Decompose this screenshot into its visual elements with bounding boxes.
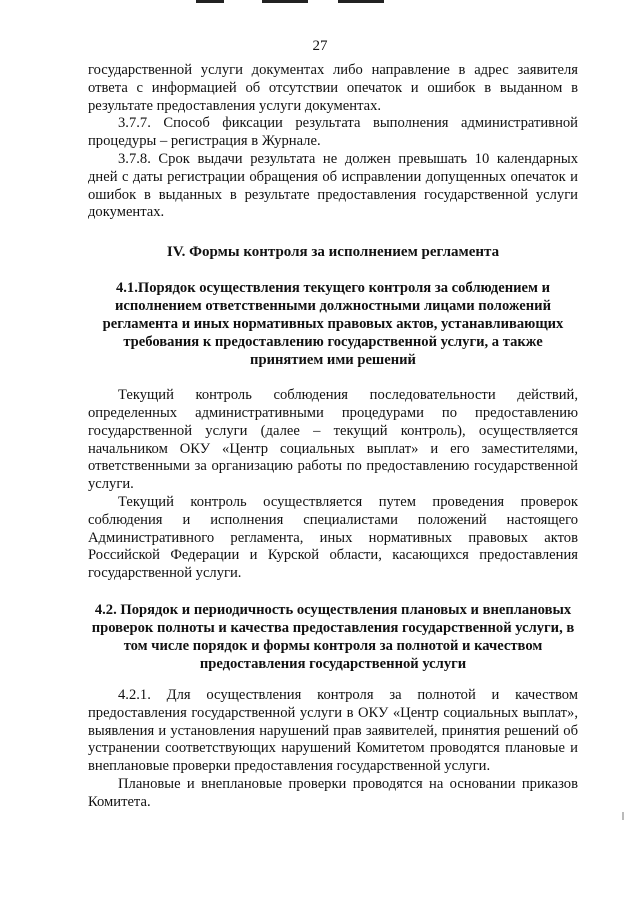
subsection-4-2-title: 4.2. Порядок и периодичность осуществления плановых и внеплановых проверок полноты и качества предоставления государственной услуги, в том числе порядок и формы контроля за полнотой и качеством предоставления государственной услуги [91,601,575,672]
paragraph-4-1-a: Текущий контроль соблюдения последовательности действий, определенных административными процедурами по предоставлению государственной услуги (далее – текущий контроль), осуществляется начальником ОКУ «Центр социальных выплат» и его заместителями, ответственными за организацию работы по предоставлению государственной услуги. [88,387,578,493]
scan-edge-mark [622,812,624,820]
section-title: IV. Формы контроля за исполнением регламента [166,244,500,261]
document-body [88,62,578,812]
paragraph-intro: государственной услуги документах либо направление в адрес заявителя ответа с информацией об отсутствии опечаток и ошибок в выданном в результате предоставления услуги документах. [88,62,578,114]
paragraph-4-1-b: Текущий контроль осуществляется путем проведения проверок соблюдения и исполнения специалистами положений настоящего Административного регламента, иных нормативных правовых актов Российской Федерации и Курской области, касающихся предоставления государственной услуги. [88,493,578,582]
subsection-4-1-title: 4.1.Порядок осуществления текущего контроля за соблюдением и исполнением ответственными должностными лицами положений регламента и иных нормативных правовых актов, устанавливающих требования к предоставлению государственной услуги, а также принятием ими решений [102,280,564,369]
paragraph-3-7-8: 3.7.8. Срок выдачи результата не должен превышать 10 календарных дней с даты регистрации обращения об исправлении допущенных опечаток и ошибок в выданных в результате предоставления государственной услуги документах. [88,150,578,221]
spacer [88,369,578,387]
paragraph-4-2-1: 4.2.1. Для осуществления контроля за полнотой и качеством предоставления государственной услуги в ОКУ «Центр социальных выплат», выявления и установления нарушений прав заявителей, принятия решений об устранении соответствующих нарушений Комитетом проводятся плановые и внеплановые проверки предоставления государственной услуги. [88,686,578,775]
spacer [88,673,578,687]
page-number: 27 [312,38,328,54]
paragraph-last: Плановые и внеплановые проверки проводятся на основании приказов Комитета. [88,775,578,810]
paragraph-3-7-7: 3.7.7. Способ фиксации результата выполнения административной процедуры – регистрация в Журнале. [88,115,578,150]
